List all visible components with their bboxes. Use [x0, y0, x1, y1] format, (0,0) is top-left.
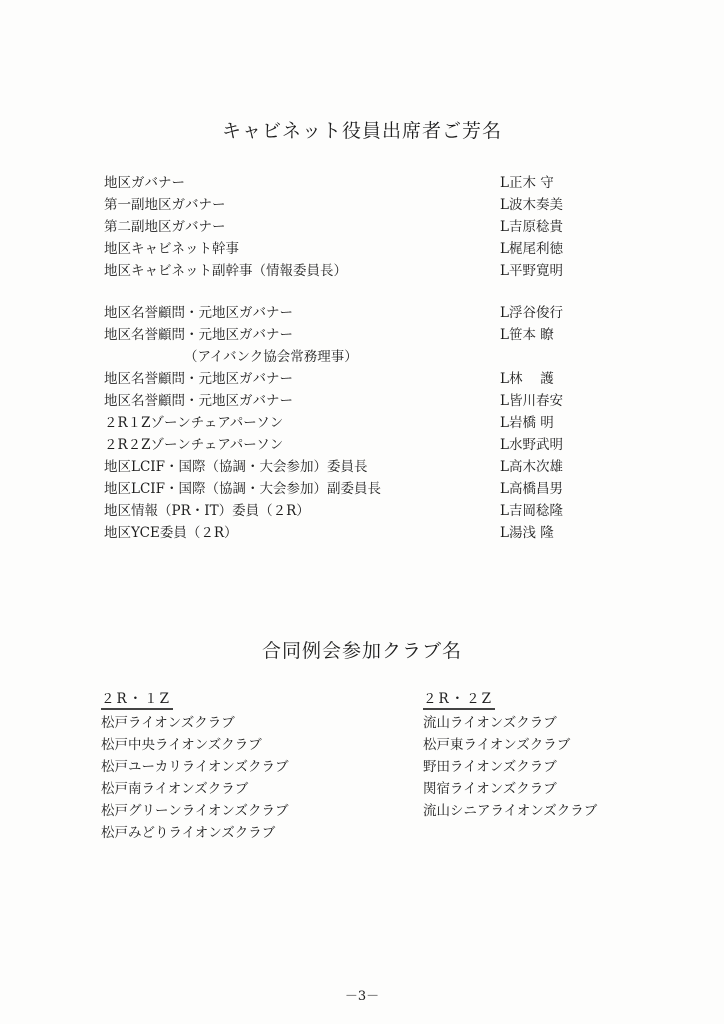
officer-role-note: （アイバンク協会常務理事）: [184, 349, 358, 365]
officer-role: 地区LCIF・国際（協調・大会参加）委員長: [104, 459, 368, 475]
officer-name: L高木次雄: [500, 459, 563, 475]
officer-role: ２R２Zゾーンチェアパーソン: [104, 437, 284, 453]
officer-name: L高橋昌男: [500, 481, 563, 497]
officer-name: L岩橋 明: [500, 415, 554, 431]
officer-row: [104, 238, 604, 260]
club-item: 松戸みどりライオンズクラブ: [101, 825, 276, 841]
officer-row: [104, 260, 604, 282]
club-item: 野田ライオンズクラブ: [423, 759, 557, 775]
club-item: 松戸ライオンズクラブ: [101, 715, 235, 731]
officer-role: 地区ガバナー: [104, 175, 185, 191]
officer-role: 地区名誉顧問・元地区ガバナー: [104, 327, 293, 343]
officer-name: L笹本 瞭: [500, 327, 554, 343]
zone-heading: ２R・１Z: [101, 690, 173, 710]
club-item: 流山シニアライオンズクラブ: [423, 803, 598, 819]
officer-row: [104, 412, 604, 434]
club-item: 松戸東ライオンズクラブ: [423, 737, 571, 753]
officer-role: 地区名誉顧問・元地区ガバナー: [104, 305, 293, 321]
officer-name: L梶尾利徳: [500, 241, 563, 257]
officer-role: 第二副地区ガバナー: [104, 219, 226, 235]
officer-row: [104, 172, 604, 194]
officer-role: 地区情報（PR・IT）委員（２R）: [104, 503, 310, 519]
officer-row: [104, 478, 604, 500]
officer-row: [104, 500, 604, 522]
officer-name: L波木奏美: [500, 197, 563, 213]
club-item: 流山ライオンズクラブ: [423, 715, 557, 731]
officer-name: L正木 守: [500, 175, 554, 191]
officer-name: L浮谷俊行: [500, 305, 563, 321]
club-item: 松戸ユーカリライオンズクラブ: [101, 759, 289, 775]
clubs-section-title: 合同例会参加クラブ名: [261, 640, 462, 662]
officer-role: 地区キャビネット幹事: [104, 241, 239, 257]
officer-row: [104, 194, 604, 216]
club-item: 松戸中央ライオンズクラブ: [101, 737, 262, 753]
officer-role: 第一副地区ガバナー: [104, 197, 226, 213]
officer-role: 地区名誉顧問・元地区ガバナー: [104, 393, 293, 409]
officer-role: 地区LCIF・国際（協調・大会参加）副委員長: [104, 481, 381, 497]
officer-row: [104, 456, 604, 478]
officer-row: [104, 324, 604, 346]
zone-heading: ２R・２Z: [423, 690, 495, 710]
officer-row: [104, 302, 604, 324]
zone-column-2r-1z: [101, 688, 289, 844]
officer-row-subtitle: [104, 346, 604, 368]
officer-name: L吉原稔貴: [500, 219, 563, 235]
club-item: 関宿ライオンズクラブ: [423, 781, 557, 797]
officer-row: [104, 390, 604, 412]
officer-row: [104, 368, 604, 390]
officer-name: L平野寛明: [500, 263, 563, 279]
officer-row: [104, 216, 604, 238]
officer-role: ２R１Zゾーンチェアパーソン: [104, 415, 284, 431]
officer-role: 地区名誉顧問・元地区ガバナー: [104, 371, 293, 387]
club-item: 松戸グリーンライオンズクラブ: [101, 803, 289, 819]
club-item: 松戸南ライオンズクラブ: [101, 781, 249, 797]
officers-section-title: キャビネット役員出席者ご芳名: [221, 120, 502, 142]
officer-name: L湯浅 隆: [500, 525, 554, 541]
officer-name: L皆川春安: [500, 393, 563, 409]
officer-name: L水野武明: [500, 437, 563, 453]
page-number: －3－: [344, 989, 380, 1004]
officer-name: L林 護: [500, 371, 554, 387]
officer-list: [104, 172, 604, 544]
officer-name: L吉岡稔隆: [500, 503, 563, 519]
zone-column-2r-2z: [423, 688, 597, 822]
officer-row: [104, 522, 604, 544]
officer-role: 地区YCE委員（２R）: [104, 525, 238, 541]
officer-row: [104, 434, 604, 456]
officer-role: 地区キャビネット副幹事（情報委員長）: [104, 263, 347, 279]
